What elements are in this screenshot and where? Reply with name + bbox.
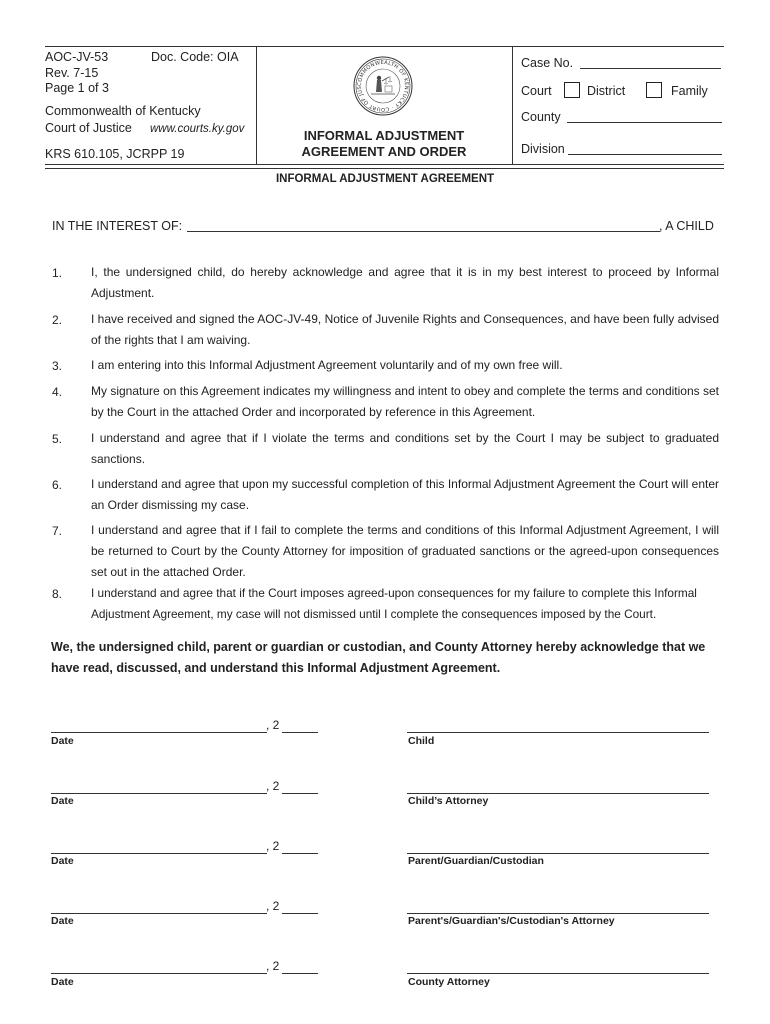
date-signature-line[interactable] bbox=[51, 913, 267, 914]
form-title-line-2: AGREEMENT AND ORDER bbox=[301, 144, 467, 159]
website-link[interactable]: www.courts.ky.gov bbox=[150, 123, 245, 135]
date-signature-line[interactable] bbox=[51, 973, 267, 974]
header-bottom-rule-2 bbox=[45, 168, 724, 169]
item-number: 7. bbox=[52, 524, 63, 538]
item-number: 2. bbox=[52, 313, 63, 327]
court-of-justice-label: Court of Justice bbox=[45, 121, 132, 135]
date-label: Date bbox=[51, 795, 74, 807]
date-signature-line[interactable] bbox=[51, 793, 267, 794]
date-label: Date bbox=[51, 735, 74, 747]
agreement-item: I understand and agree that if the Court imposes agreed-upon consequences for my failure to complete this Informal Adjustment Agreement, my case will not dismissed until I complete the consequences imposed by the Court. bbox=[91, 586, 697, 621]
year-field[interactable] bbox=[282, 793, 318, 794]
court-label: Court bbox=[521, 84, 552, 98]
party-signature-line[interactable] bbox=[407, 732, 709, 733]
interest-label: IN THE INTEREST OF: bbox=[52, 219, 183, 233]
case-no-label: Case No. bbox=[521, 56, 574, 70]
header-bottom-rule bbox=[45, 164, 724, 165]
agreement-item: I, the undersigned child, do hereby acknowledge and agree that it is in my best interest to proceed by Informal Adjustment. bbox=[91, 265, 719, 300]
family-label: Family bbox=[671, 84, 708, 98]
year-field[interactable] bbox=[282, 973, 318, 974]
form-title-line-1: INFORMAL ADJUSTMENT bbox=[303, 128, 465, 143]
agreement-item: I understand and agree that upon my successful completion of this Informal Adjustment Agreement the Court will enter an Order dismissing my case. bbox=[91, 477, 719, 512]
date-signature-line[interactable] bbox=[51, 732, 267, 733]
party-label: Parent's/Guardian's/Custodian's Attorney bbox=[408, 915, 615, 927]
seal-inscription: COMMONWEALTH OF KENTUCKY · COURT OF JUS bbox=[356, 59, 410, 113]
child-name-field[interactable] bbox=[187, 231, 660, 232]
year-prefix: , 2 bbox=[266, 899, 280, 913]
date-label: Date bbox=[51, 976, 74, 988]
agreement-item: I am entering into this Informal Adjustment Agreement voluntarily and of my own free will. bbox=[91, 358, 563, 372]
agreement-item: I understand and agree that if I fail to complete the terms and conditions of this Informal Adjustment Agreement, I will be returned to Court by the County Attorney for imposition of graduated sanctions or the agreed-upon consequences set out in the attached Order. bbox=[91, 523, 719, 579]
header-divider-right bbox=[512, 46, 513, 164]
interest-suffix: , A CHILD bbox=[659, 219, 714, 233]
form-number: AOC-JV-53 bbox=[45, 50, 109, 64]
item-number: 8. bbox=[52, 587, 63, 601]
year-prefix: , 2 bbox=[266, 718, 280, 732]
district-label: District bbox=[587, 84, 626, 98]
page-indicator: Page 1 of 3 bbox=[45, 81, 109, 95]
county-field[interactable] bbox=[567, 122, 722, 123]
item-number: 5. bbox=[52, 432, 63, 446]
party-signature-line[interactable] bbox=[407, 973, 709, 974]
county-label: County bbox=[521, 110, 561, 124]
header-top-rule bbox=[45, 46, 724, 47]
acknowledgment-statement: We, the undersigned child, parent or guardian or custodian, and County Attorney hereby acknowledge that we have read, discussed, and understand this Informal Adjustment Agreement. bbox=[51, 640, 706, 675]
date-signature-line[interactable] bbox=[51, 853, 267, 854]
year-prefix: , 2 bbox=[266, 959, 280, 973]
year-field[interactable] bbox=[282, 853, 318, 854]
division-field[interactable] bbox=[568, 154, 722, 155]
party-label: Parent/Guardian/Custodian bbox=[408, 855, 544, 867]
agreement-item: My signature on this Agreement indicates my willingness and intent to obey and complete the terms and conditions set by the Court in the attached Order and incorporated by reference in this Agreement. bbox=[91, 384, 719, 419]
party-signature-line[interactable] bbox=[407, 913, 709, 914]
item-number: 6. bbox=[52, 478, 63, 492]
item-number: 4. bbox=[52, 385, 63, 399]
date-label: Date bbox=[51, 855, 74, 867]
division-label: Division bbox=[521, 142, 565, 156]
party-label: Child bbox=[408, 735, 435, 747]
agreement-item: I understand and agree that if I violate the terms and conditions set by the Court I may be subject to graduated sanctions. bbox=[91, 431, 719, 466]
date-label: Date bbox=[51, 915, 74, 927]
agreement-item: I have received and signed the AOC-JV-49, Notice of Juvenile Rights and Consequences, and have been fully advised of the rights that I am waiving. bbox=[91, 312, 719, 347]
family-checkbox[interactable] bbox=[646, 82, 662, 98]
case-no-field[interactable] bbox=[580, 68, 721, 69]
district-checkbox[interactable] bbox=[564, 82, 580, 98]
doc-code: Doc. Code: OIA bbox=[151, 50, 239, 64]
party-label: Child’s Attorney bbox=[408, 795, 489, 807]
statute-reference: KRS 610.105, JCRPP 19 bbox=[45, 147, 185, 161]
revision: Rev. 7-15 bbox=[45, 66, 99, 80]
court-seal bbox=[353, 56, 413, 116]
item-number: 1. bbox=[52, 266, 63, 280]
party-label: County Attorney bbox=[408, 976, 490, 988]
section-title: INFORMAL ADJUSTMENT AGREEMENT bbox=[275, 173, 495, 185]
year-field[interactable] bbox=[282, 913, 318, 914]
year-prefix: , 2 bbox=[266, 779, 280, 793]
party-signature-line[interactable] bbox=[407, 793, 709, 794]
year-prefix: , 2 bbox=[266, 839, 280, 853]
commonwealth-label: Commonwealth of Kentucky bbox=[45, 104, 201, 118]
party-signature-line[interactable] bbox=[407, 853, 709, 854]
year-field[interactable] bbox=[282, 732, 318, 733]
item-number: 3. bbox=[52, 359, 63, 373]
